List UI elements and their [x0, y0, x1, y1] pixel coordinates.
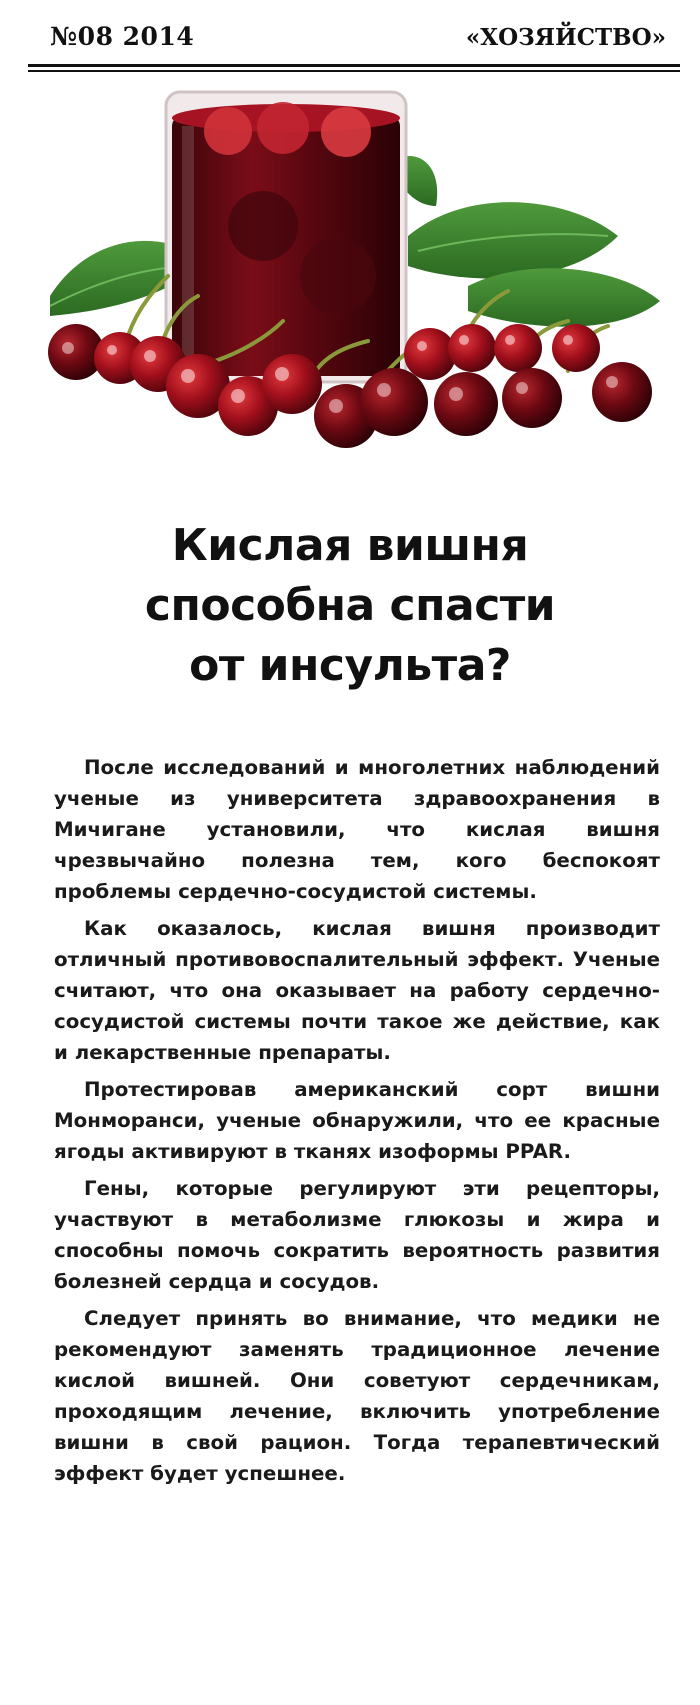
header-rule-thick: [28, 64, 680, 67]
title-line: от инсульта?: [189, 640, 511, 691]
page-header: [28, 14, 672, 60]
title-line: Кислая вишня: [171, 520, 529, 571]
header-rule-thin: [28, 70, 680, 72]
leaf-right-1: [408, 202, 618, 278]
paragraph: Протестировав американский сорт вишни Монморанси, ученые обнаружили, что ее красные ягоды активируют в тканях изоформы PPAR.: [54, 1078, 660, 1163]
paragraph: После исследований и многолетних наблюдений ученые из университета здравоохранения в Мичигане установили, что кислая вишня чрезвычайно полезна тем, кого беспокоят проблемы сердечно-сосудистой системы.: [54, 756, 660, 903]
cherry-juice-photo: [48, 86, 660, 478]
title-line: способна спасти: [144, 580, 556, 631]
issue-number: №08 2014: [50, 22, 195, 51]
paragraph: Как оказалось, кислая вишня производит отличный противовоспалительный эффект. Ученые считают, что она оказывает на работу сердечно-сосудистой системы почти такое же действие, как и лекарственные препараты.: [54, 917, 660, 1064]
section-title: «ХОЗЯЙСТВО»: [465, 24, 666, 51]
article-body: [54, 752, 660, 1495]
paragraph: Следует принять во внимание, что медики не рекомендуют заменять традиционное лечение кислой вишней. Они советуют сердечникам, проходящим лечение, включить употребление вишни в свой рацион. Тогда терапевтический эффект будет успешнее.: [54, 1307, 660, 1485]
paragraph: Гены, которые регулируют эти рецепторы, участвуют в метаболизме глюкозы и жира и способны помочь сократить вероятность развития болезней сердца и сосудов.: [54, 1177, 660, 1293]
article-title: [60, 516, 640, 696]
